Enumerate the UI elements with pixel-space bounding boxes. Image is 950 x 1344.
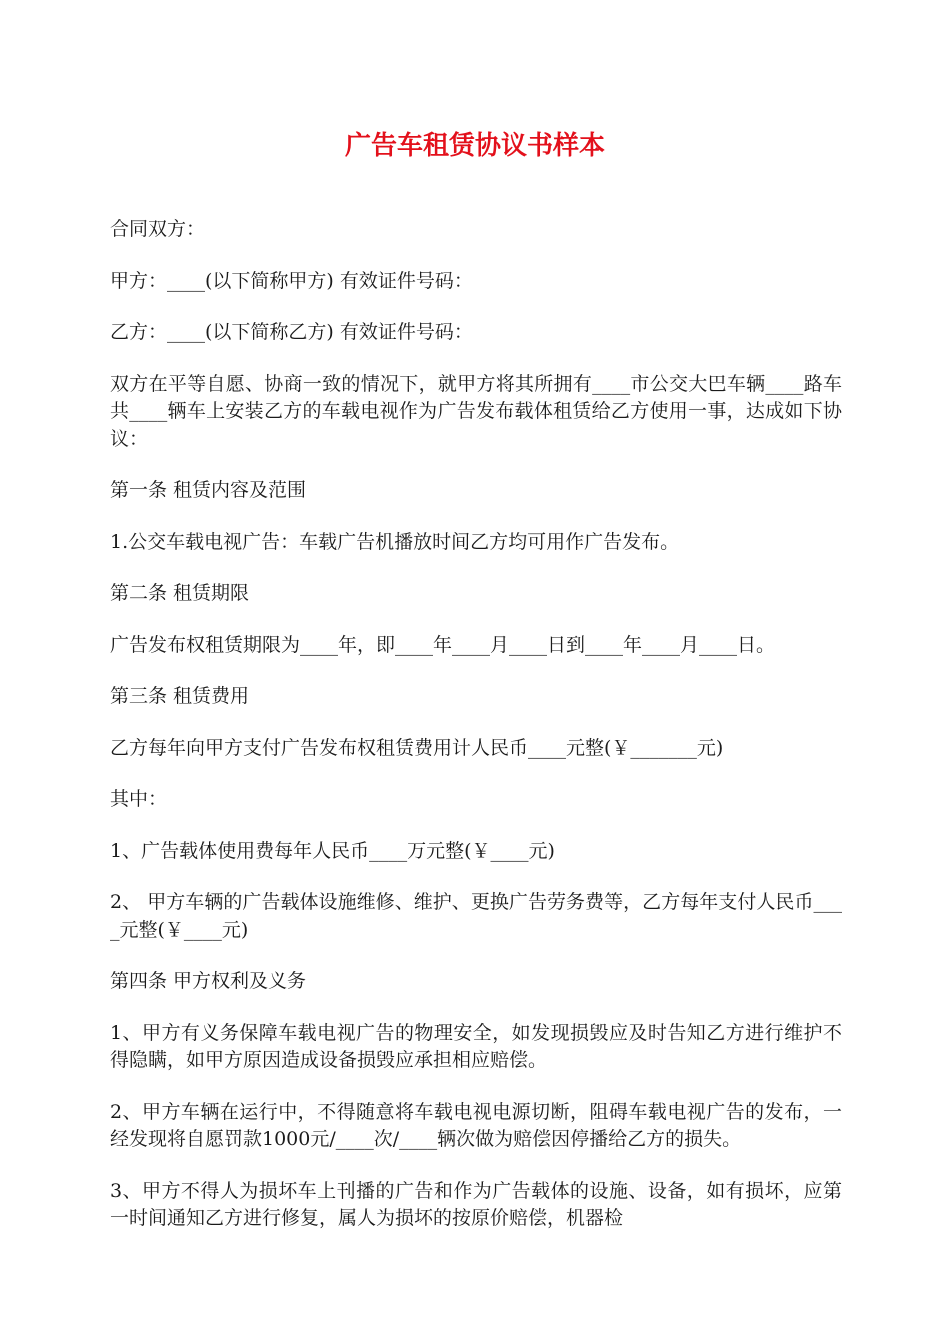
paragraph: 合同双方： [110,218,206,240]
paragraph: 乙方每年向甲方支付广告发布权租赁费用计人民币____元整(￥_______元) [110,736,724,759]
paragraph: 2、 甲方车辆的广告载体设施维修、维护、更换广告劳务费等，乙方每年支付人民币____元整(￥____元) [110,891,842,941]
section-heading: 第三条 租赁费用 [110,685,250,707]
section-heading: 第二条 租赁期限 [110,582,250,604]
section-heading: 第一条 租赁内容及范围 [110,479,307,501]
section-heading: 第四条 甲方权利及义务 [110,970,307,992]
document-title: 广告车租赁协议书样本 [344,131,605,161]
paragraph: 2、甲方车辆在运行中，不得随意将车载电视电源切断，阻碍车载电视广告的发布，一经发现将自愿罚款1000元/____次/____辆次做为赔偿因停播给乙方的损失。 [110,1100,842,1150]
paragraph: 1.公交车载电视广告：车载广告机播放时间乙方均可用作广告发布。 [110,530,680,553]
paragraph: 1、广告载体使用费每年人民币____万元整(￥____元) [110,839,555,862]
paragraph: 广告发布权租赁期限为____年，即____年____月____日到____年____月____日。 [110,633,776,656]
paragraph: 甲方：____(以下简称甲方) 有效证件号码： [110,269,473,292]
document-body [110,216,842,1257]
paragraph: 3、甲方不得人为损坏车上刊播的广告和作为广告载体的设施、设备，如有损坏，应第一时间通知乙方进行修复，属人为损坏的按原价赔偿，机器检 [110,1179,842,1229]
paragraph: 1、甲方有义务保障车载电视广告的物理安全，如发现损毁应及时告知乙方进行维护不得隐瞒，如甲方原因造成设备损毁应承担相应赔偿。 [110,1021,842,1071]
paragraph: 乙方：____(以下简称乙方) 有效证件号码： [110,321,473,343]
paragraph: 其中： [110,788,168,810]
paragraph: 双方在平等自愿、协商一致的情况下，就甲方将其所拥有____市公交大巴车辆____路车共____辆车上安装乙方的车载电视作为广告发布载体租赁给乙方使用一事，达成如下协议： [110,372,842,450]
